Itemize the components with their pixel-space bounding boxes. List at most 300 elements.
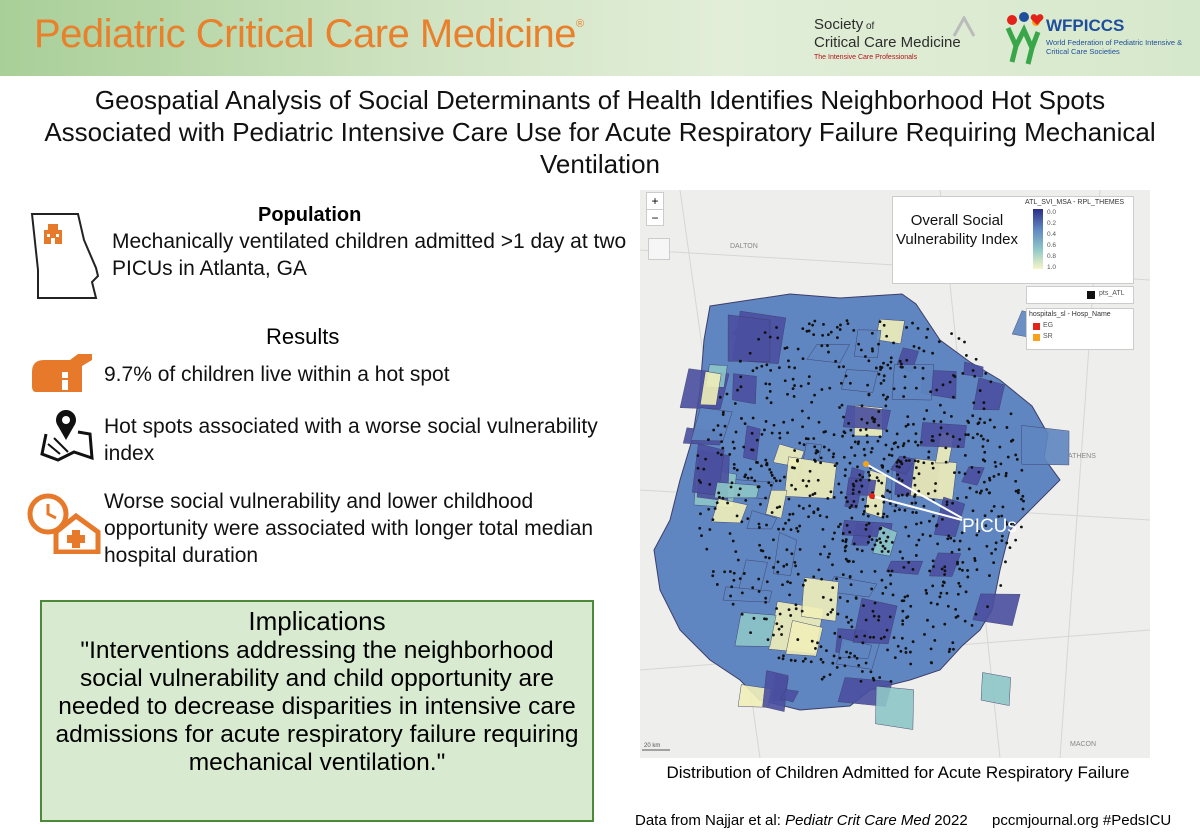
patient-point [802,479,805,482]
patient-point [893,442,896,445]
patient-point [884,586,887,589]
patient-point [945,461,948,464]
patient-point [844,540,847,543]
patient-point [828,552,831,555]
patient-point [949,381,952,384]
patient-point [801,610,804,613]
zoom-in-button[interactable]: + [651,194,659,208]
patient-point [792,378,795,381]
patient-point [810,401,813,404]
patient-point [813,394,816,397]
patient-point [915,387,918,390]
patient-point [966,420,969,423]
patient-point [812,437,815,440]
patient-point [883,374,886,377]
patient-point [961,561,964,564]
patient-point [899,550,902,553]
patient-point [1022,500,1025,503]
patient-point [834,464,837,467]
patient-point [807,417,810,420]
patient-point [861,641,864,644]
patient-point [807,382,810,385]
patient-point [940,426,943,429]
patient-point [923,505,926,508]
patient-point [967,433,970,436]
census-tract [920,422,966,447]
patient-point [850,504,853,507]
patient-point [814,460,817,463]
patient-point [889,582,892,585]
patient-point [786,393,789,396]
patient-point [882,501,885,504]
patient-point [868,394,871,397]
patient-point [746,517,749,520]
patient-point [712,429,715,432]
patient-point [929,534,932,537]
patient-point [997,473,1000,476]
patient-point [849,576,852,579]
patient-point [764,601,767,604]
patient-point [775,607,778,610]
patient-point [869,636,872,639]
zoom-out-button[interactable]: − [647,209,663,226]
patient-point [943,573,946,576]
patient-point [899,360,902,363]
patient-point [914,459,917,462]
patient-point [872,610,875,613]
patient-point [793,561,796,564]
patient-point [863,635,866,638]
patient-point [769,390,772,393]
patient-point [855,505,858,508]
patient-point [829,673,832,676]
patient-point [882,362,885,365]
patient-point [826,344,829,347]
patient-point [787,359,790,362]
patient-point [901,610,904,613]
patient-point [986,439,989,442]
patient-point [812,333,815,336]
patient-point [822,661,825,664]
patient-point [946,503,949,506]
hospitals-layer-name: hospitals_sl - Hosp_Name [1029,311,1111,318]
patient-point [852,492,855,495]
patient-point [759,503,762,506]
patient-point [946,432,949,435]
patient-point [974,559,977,562]
patient-point [961,569,964,572]
patient-point [863,510,866,513]
patient-point [884,547,887,550]
patient-point [821,678,824,681]
patient-point [914,502,917,505]
patient-point [856,465,859,468]
patient-point [741,592,744,595]
patient-point [876,539,879,542]
patient-point [739,487,742,490]
patient-point [932,439,935,442]
patient-point [878,615,881,618]
patient-point [857,343,860,346]
patient-point [886,536,889,539]
patient-point [846,500,849,503]
patient-point [1017,491,1020,494]
patient-point [906,492,909,495]
patient-point [824,430,827,433]
patient-point [802,660,805,663]
patient-point [777,528,780,531]
patient-point [730,585,733,588]
patient-point [804,579,807,582]
layers-button[interactable] [648,238,670,260]
patient-point [907,440,910,443]
patient-point [915,466,918,469]
patient-point [870,588,873,591]
patient-point [923,350,926,353]
patient-point [932,565,935,568]
patient-point [1014,539,1017,542]
patient-point [1021,495,1024,498]
patient-point [845,375,848,378]
patient-point [978,421,981,424]
patient-point [766,397,769,400]
patient-point [886,489,889,492]
patient-point [841,404,844,407]
patient-point [994,465,997,468]
sr-label: SR [1043,333,1053,340]
patient-point [790,484,793,487]
patient-point [913,345,916,348]
patient-point [904,596,907,599]
patient-point [822,596,825,599]
patient-point [829,490,832,493]
patient-point [768,557,771,560]
patient-point [920,521,923,524]
patient-point [750,476,753,479]
patient-point [847,422,850,425]
patient-point [831,586,834,589]
patient-point [917,327,920,330]
patient-point [882,394,885,397]
patient-point [867,515,870,518]
patient-point [965,354,968,357]
patient-point [845,616,848,619]
patient-point [764,331,767,334]
patient-point [983,481,986,484]
patient-point [877,512,880,515]
patient-point [865,428,868,431]
patient-point [936,603,939,606]
patient-point [865,619,868,622]
patient-point [809,494,812,497]
patient-point [850,619,853,622]
patient-point [820,658,823,661]
patient-point [712,570,715,573]
patient-point [931,462,934,465]
patient-point [802,584,805,587]
patient-point [909,651,912,654]
patient-point [859,429,862,432]
patient-point [765,618,768,621]
patient-point [843,664,846,667]
patient-point [931,435,934,438]
patient-point [850,583,853,586]
patient-point [957,615,960,618]
patient-point [731,481,734,484]
patient-point [767,638,770,641]
patient-point [719,396,722,399]
patient-point [796,638,799,641]
legend-layer-name: ATL_SVI_MSA - RPL_THEMES [1025,199,1125,206]
heart-icon [1030,14,1044,26]
patient-point [849,652,852,655]
patient-point [820,344,823,347]
patient-point [853,542,856,545]
patient-point [764,497,767,500]
hospital-marker-sr[interactable] [869,493,875,499]
patient-point [793,367,796,370]
patient-point [940,420,943,423]
patient-point [770,471,773,474]
patient-point [717,492,720,495]
patient-point [943,623,946,626]
patient-point [883,636,886,639]
patient-point [881,366,884,369]
patient-point [766,580,769,583]
patient-point [846,319,849,322]
patient-point [965,496,968,499]
patient-point [699,512,702,515]
patient-point [744,499,747,502]
patient-point [751,432,754,435]
patient-point [833,531,836,534]
patient-point [739,375,742,378]
patient-point [964,433,967,436]
patient-point [739,577,742,580]
patient-point [972,509,975,512]
patient-point [733,447,736,450]
patient-point [717,424,720,427]
patient-point [877,479,880,482]
journal-website[interactable]: pccmjournal.org #PedsICU [992,812,1172,829]
implications-text: "Interventions addressing the neighborhood social vulnerability and child opportunity are needed to decrease disparities in intensive care admissions for acute respiratory failure requiring mechanical ventilation." [55,637,579,776]
result-item-svi: Hot spots associated with a worse social vulnerability index [104,415,598,465]
patient-point [832,455,835,458]
patient-point [971,414,974,417]
patient-point [860,418,863,421]
patient-point [975,613,978,616]
patient-point [736,514,739,517]
patient-point [931,584,934,587]
patient-point [897,495,900,498]
patient-point [898,466,901,469]
patient-point [901,557,904,560]
patient-point [842,573,845,576]
place-macon: MACON [1070,741,1097,748]
patient-point [1017,489,1020,492]
patient-point [905,651,908,654]
patient-point [904,375,907,378]
patient-point [912,640,915,643]
legend-tick: 0.8 [1047,253,1057,260]
patient-point [778,366,781,369]
patient-point [885,335,888,338]
patient-point [929,390,932,393]
patient-point [807,515,810,518]
patient-point [794,659,797,662]
patient-point [896,461,899,464]
patient-point [747,477,750,480]
patient-point [885,540,888,543]
patient-point [797,348,800,351]
patient-point [870,670,873,673]
patient-point [739,360,742,363]
patient-point [947,605,950,608]
patient-point [788,608,791,611]
patient-point [886,515,889,518]
patient-point [998,446,1001,449]
patient-point [758,526,761,529]
patient-point [925,592,928,595]
patient-point [855,597,858,600]
patient-point [775,622,778,625]
patient-point [882,545,885,548]
patient-point [885,444,888,447]
patient-point [831,608,834,611]
patient-point [868,522,871,525]
patient-point [1001,505,1004,508]
patient-point [931,352,934,355]
clock-hospital-icon [26,492,102,554]
legend-tick: 0.0 [1047,209,1057,216]
patient-point [763,428,766,431]
patient-point [925,409,928,412]
patient-point [906,415,909,418]
patient-point [939,433,942,436]
patient-point [993,475,996,478]
patient-point [888,453,891,456]
patient-point [790,528,793,531]
patient-point [828,449,831,452]
patient-point [780,633,783,636]
journal-logo[interactable]: Pediatric Critical Care Medicine® [34,12,584,56]
patient-point [892,594,895,597]
patient-point [768,383,771,386]
patient-point [887,570,890,573]
patient-point [912,568,915,571]
patient-point [918,539,921,542]
patient-point [785,548,788,551]
patient-point [874,570,877,573]
population-heading: Population [258,204,362,226]
wfpiccs-logo[interactable]: WFPICCS World Federation of Pediatric Intensive & Critical Care Societies [1000,6,1190,70]
patient-point [909,663,912,666]
patient-point [808,322,811,325]
patient-point [779,479,782,482]
patient-point [711,574,714,577]
patient-point [979,417,982,420]
patient-point [905,425,908,428]
patient-point [952,648,955,651]
patient-point [861,404,864,407]
patient-point [866,441,869,444]
patient-point [812,510,815,513]
patient-point [877,424,880,427]
patient-point [866,384,869,387]
patient-point [925,589,928,592]
patient-point [938,595,941,598]
patient-point [915,523,918,526]
patient-point [871,548,874,551]
patient-point [950,332,953,335]
patient-point [700,534,703,537]
patient-point [1005,474,1008,477]
patient-point [879,527,882,530]
patient-point [831,662,834,665]
patient-point [833,496,836,499]
patient-point [841,435,844,438]
patient-point [784,379,787,382]
patient-point [740,520,743,523]
patient-point [718,496,721,499]
patient-point [902,395,905,398]
zoom-control [646,192,664,226]
patient-point [749,468,752,471]
patient-point [1020,469,1023,472]
patient-point [925,336,928,339]
patient-point [773,477,776,480]
patient-point [905,459,908,462]
map-pin-icon [38,404,96,462]
patient-point [789,614,792,617]
patient-point [852,483,855,486]
patient-point [891,541,894,544]
patient-point [957,593,960,596]
patient-point [1000,539,1003,542]
patient-point [990,552,993,555]
patient-point [801,410,804,413]
patient-point [958,471,961,474]
patient-point [770,401,773,404]
sccm-logo[interactable]: Society of Critical Care Medicine The Intensive Care Professionals [806,14,976,66]
patient-point [867,541,870,544]
patient-point [992,561,995,564]
place-athens: ATHENS [1068,453,1096,460]
patient-point [791,419,794,422]
patient-point [886,629,889,632]
patient-point [948,648,951,651]
patient-point [804,657,807,660]
patient-point [780,625,783,628]
patient-point [983,451,986,454]
patient-point [773,424,776,427]
patient-point [889,367,892,370]
patient-point [771,474,774,477]
patient-point [863,448,866,451]
patient-point [887,470,890,473]
patient-point [958,548,961,551]
patient-point [848,531,851,534]
legend-tick: 1.0 [1047,264,1057,271]
patient-point [881,592,884,595]
patient-point [956,497,959,500]
patient-point [883,513,886,516]
patient-point [764,459,767,462]
hospital-marker-eg[interactable] [863,461,869,467]
patient-point [843,456,846,459]
svi-map[interactable] [640,190,1150,758]
patient-point [951,641,954,644]
